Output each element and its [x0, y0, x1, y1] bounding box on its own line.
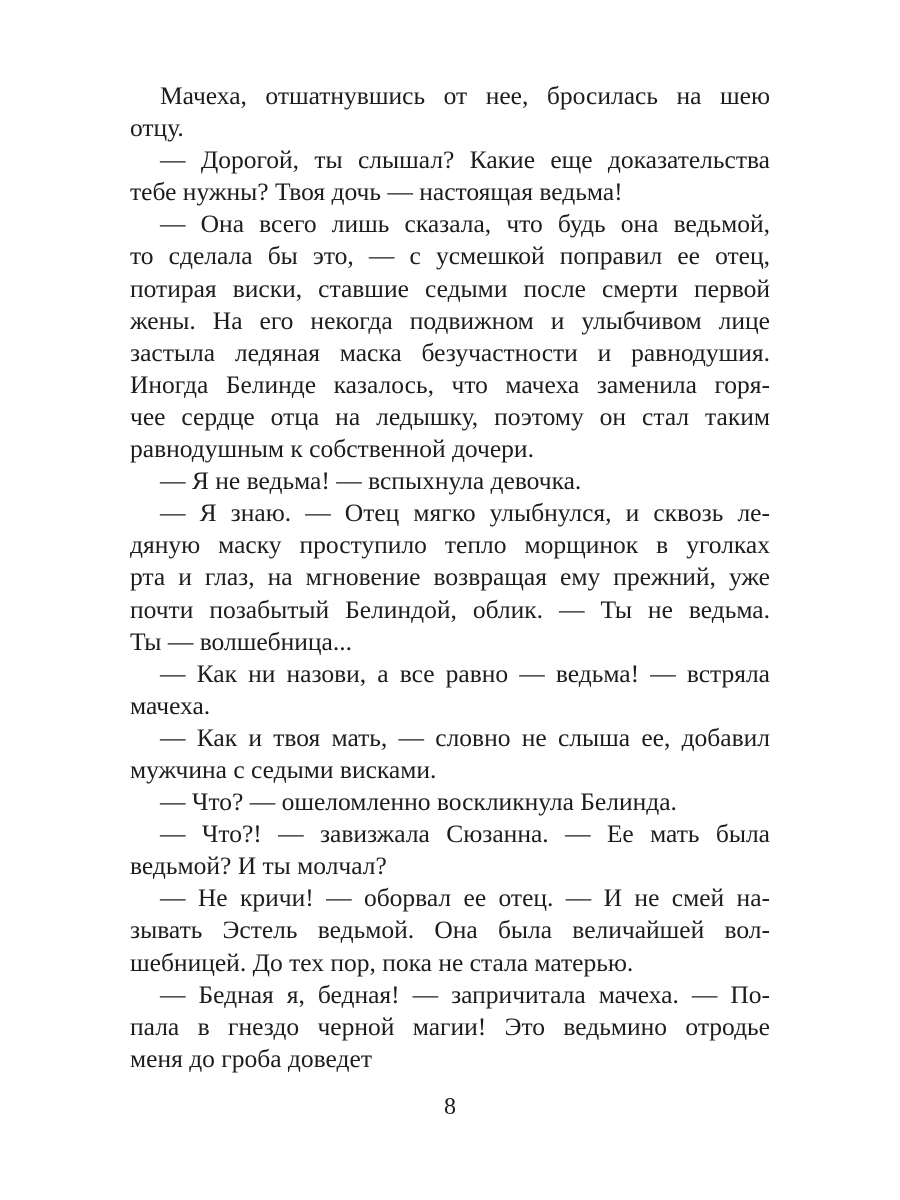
text-line: пала в гнездо черной магии! Это ведьмино отродье	[130, 1011, 770, 1041]
text-line: жены. На его некогда подвижном и улыбчивом лице	[130, 305, 770, 335]
text-line: Мачеха, отшатнувшись от нее, бросилась на шею	[160, 81, 770, 110]
page-number: 8	[444, 1094, 456, 1120]
text-line: рта и глаз, на мгновение возвращая ему прежний, уже	[130, 562, 770, 592]
text-line: мачеха.	[130, 690, 211, 720]
text-line: потирая виски, ставшие седыми после смерти первой	[130, 273, 770, 303]
text-line: — Не кричи! — оборвал ее отец. — И не смей на-	[160, 883, 770, 913]
text-line: — Что? — ошеломленно воскликнула Белинда.	[160, 787, 677, 817]
text-line: чее сердце отца на ледышку, поэтому он стал таким	[130, 401, 770, 431]
text-line: зывать Эстель ведьмой. Она была величайшей вол-	[130, 915, 770, 945]
text-line: — Я знаю. — Отец мягко улыбнулся, и сквозь ле-	[160, 498, 770, 528]
text-line: тебе нужны? Твоя дочь — настоящая ведьма!	[130, 177, 623, 207]
text-line: почти позабытый Белиндой, облик. — Ты не ведьма.	[130, 594, 770, 624]
text-line: Ты — волшебница...	[130, 626, 353, 656]
text-line: — Бедная я, бедная! — запричитала мачеха. — По-	[160, 979, 770, 1009]
text-line: дяную маску проступило тепло морщинок в уголках	[130, 530, 770, 560]
text-line: меня до гроба доведет	[130, 1043, 372, 1073]
text-line: — Дорогой, ты слышал? Какие еще доказательства	[160, 145, 770, 175]
text-line: равнодушным к собственной дочери.	[130, 434, 534, 464]
text-line: — Что?! — завизжала Сюзанна. — Ее мать была	[160, 819, 770, 849]
text-line: шебницей. До тех пор, пока не стала матерью.	[130, 947, 634, 977]
text-line: мужчина с седыми висками.	[130, 754, 437, 784]
page-body	[130, 80, 770, 1075]
text-line: — Я не ведьма! — вспыхнула девочка.	[160, 466, 582, 496]
text-line: — Как и твоя мать, — словно не слыша ее, добавил	[160, 722, 770, 752]
text-line: — Она всего лишь сказала, что будь она ведьмой,	[160, 209, 770, 239]
text-line: ведьмой? И ты молчал?	[130, 851, 387, 881]
text-line: то сделала бы это, — с усмешкой поправил ее отец,	[130, 241, 770, 271]
text-line: застыла ледяная маска безучастности и равнодушия.	[130, 337, 770, 367]
text-line: отцу.	[130, 113, 184, 143]
text-line: Иногда Белинде казалось, что мачеха заменила горя-	[130, 369, 770, 399]
text-line: — Как ни назови, а все равно — ведьма! — встряла	[160, 658, 770, 688]
